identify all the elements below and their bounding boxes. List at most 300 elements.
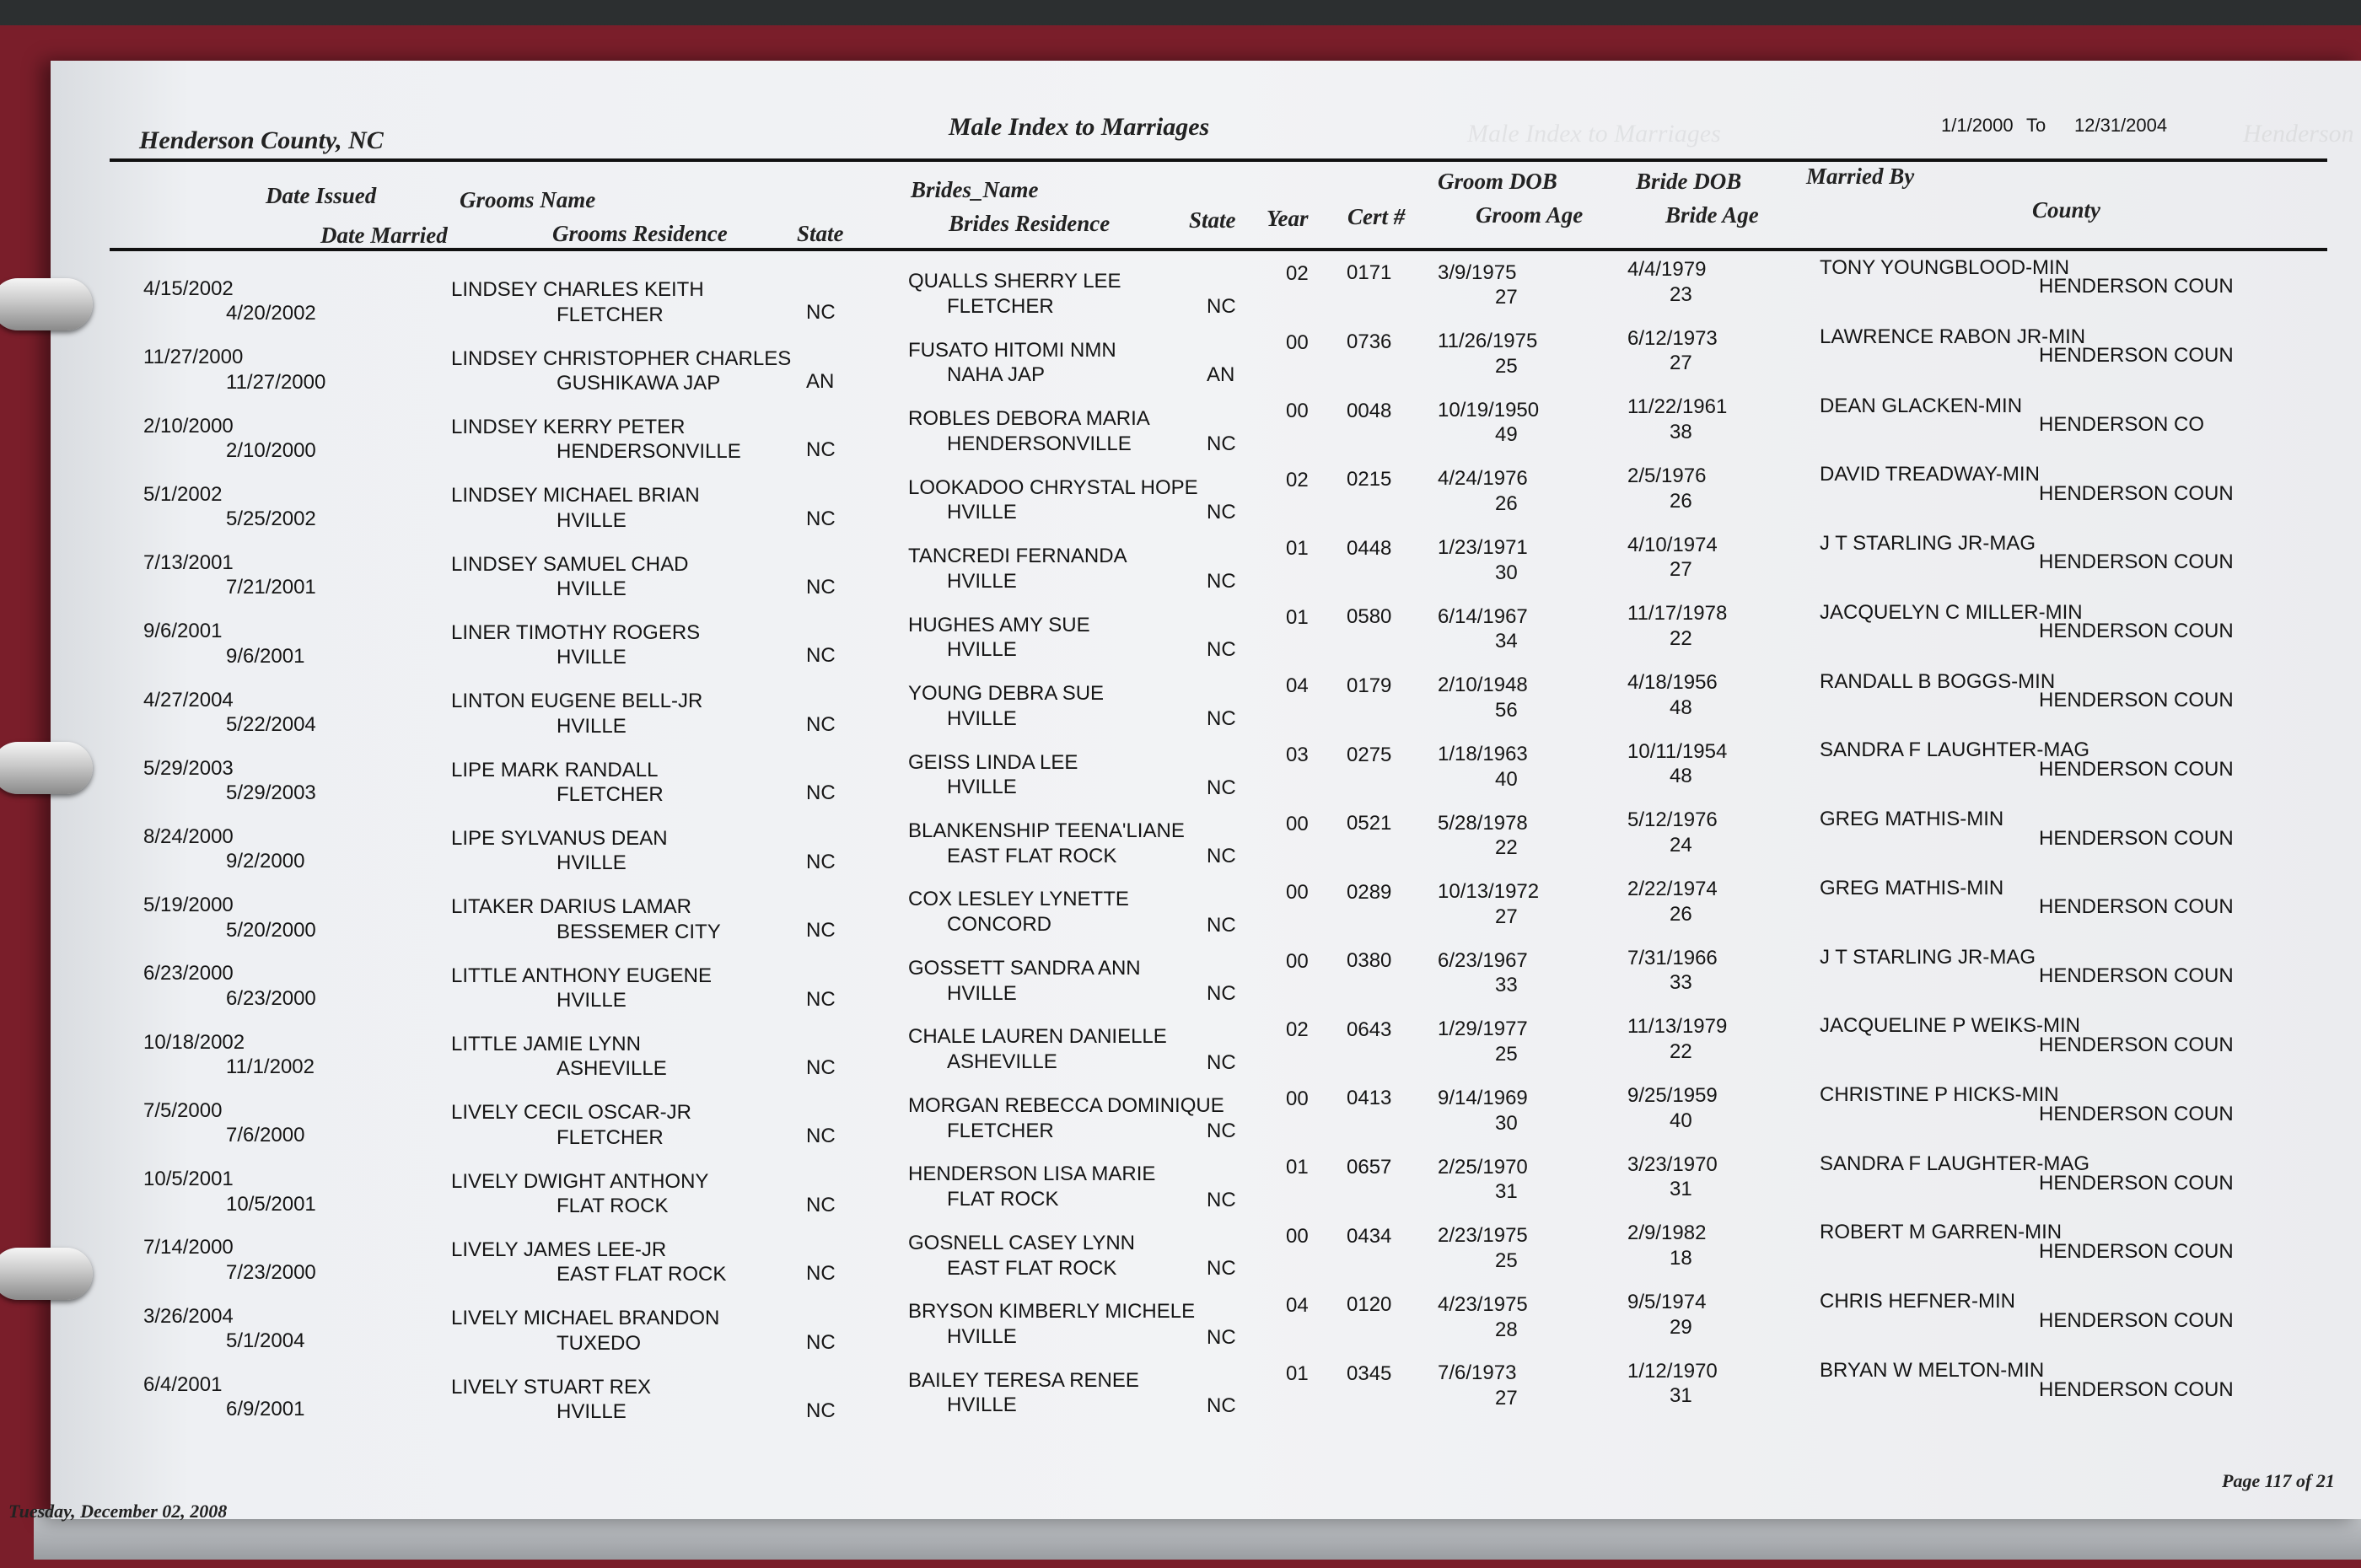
bride-dob: 9/5/1974 (1627, 1290, 1707, 1313)
groom-state: NC (806, 301, 836, 325)
groom-name: LIVELY DWIGHT ANTHONY (451, 1169, 709, 1193)
date-issued: 6/23/2000 (143, 962, 234, 985)
groom-name: LINDSEY SAMUEL CHAD (451, 552, 689, 576)
married-by: JACQUELYN C MILLER-MIN (1820, 600, 2083, 624)
groom-residence: HVILLE (557, 1400, 627, 1424)
bride-name: FUSATO HITOMI NMN (908, 338, 1116, 362)
date-range-to: To (2026, 115, 2046, 136)
county-name: HENDERSON COUN (2039, 275, 2234, 298)
bride-name: HENDERSON LISA MARIE (908, 1163, 1156, 1186)
bride-state: NC (1207, 1394, 1236, 1418)
date-married: 11/27/2000 (226, 370, 326, 394)
county-name: HENDERSON COUN (2039, 826, 2234, 850)
col-bride-age: Bride Age (1665, 202, 1759, 228)
groom-state: NC (806, 987, 836, 1011)
groom-name: LINTON EUGENE BELL-JR (451, 690, 703, 713)
groom-dob: 4/24/1976 (1438, 467, 1528, 491)
bride-state: AN (1207, 363, 1235, 387)
groom-name: LIVELY CECIL OSCAR-JR (451, 1101, 691, 1125)
county-name: HENDERSON COUN (2039, 1309, 2234, 1333)
col-married-by: Married By (1806, 164, 1915, 189)
groom-age: 27 (1495, 286, 1518, 309)
groom-dob: 11/26/1975 (1438, 330, 1538, 353)
date-range-start: 1/1/2000 (1941, 115, 2014, 136)
bride-name: COX LESLEY LYNETTE (908, 888, 1129, 911)
marriage-year: 02 (1286, 262, 1309, 285)
marriage-year: 03 (1286, 743, 1309, 766)
bride-residence: FLETCHER (947, 1119, 1054, 1142)
county-name: HENDERSON COUN (2039, 620, 2234, 643)
date-married: 9/6/2001 (226, 644, 305, 668)
bride-state: NC (1207, 982, 1236, 1006)
groom-residence: BESSEMER CITY (557, 920, 721, 943)
groom-name: LIPE SYLVANUS DEAN (451, 826, 668, 850)
bride-state: NC (1207, 913, 1236, 937)
date-issued: 4/27/2004 (143, 688, 234, 712)
bride-dob: 11/22/1961 (1627, 395, 1728, 419)
groom-age: 27 (1495, 905, 1518, 928)
groom-residence: HVILLE (557, 714, 627, 738)
cert-number: 0120 (1347, 1293, 1392, 1317)
col-groom-age: Groom Age (1476, 202, 1584, 228)
bride-name: QUALLS SHERRY LEE (908, 270, 1121, 293)
marriage-year: 01 (1286, 1362, 1309, 1386)
groom-residence: TUXEDO (557, 1331, 642, 1355)
groom-dob: 6/14/1967 (1438, 604, 1528, 628)
bride-state: NC (1207, 1050, 1236, 1074)
col-date-issued: Date Issued (266, 183, 377, 208)
cert-number: 0048 (1347, 399, 1392, 422)
bride-dob: 4/4/1979 (1627, 257, 1707, 281)
index-page (8, 61, 2361, 1522)
cert-number: 0448 (1347, 536, 1392, 560)
bride-residence: HVILLE (947, 1393, 1017, 1417)
page-number: Page 117 of 21 (2222, 1470, 2335, 1491)
date-issued: 2/10/2000 (143, 414, 234, 438)
groom-age: 40 (1495, 767, 1518, 791)
report-title: Male Index to Marriages (949, 113, 1210, 141)
groom-state: NC (806, 644, 836, 668)
married-by: CHRIS HEFNER-MIN (1820, 1290, 2015, 1313)
bride-residence: ASHEVILLE (947, 1050, 1057, 1074)
bride-residence: HVILLE (947, 501, 1017, 524)
groom-state: NC (806, 919, 836, 942)
groom-name: LIPE MARK RANDALL (451, 758, 659, 781)
date-issued: 7/13/2001 (143, 551, 234, 575)
bride-age: 38 (1670, 420, 1692, 443)
groom-residence: HENDERSONVILLE (557, 440, 741, 464)
date-married: 5/1/2004 (226, 1329, 305, 1353)
bride-residence: HVILLE (947, 638, 1017, 662)
cert-number: 0179 (1347, 674, 1392, 697)
groom-residence: HVILLE (557, 646, 627, 669)
groom-dob: 6/23/1967 (1438, 948, 1528, 972)
date-issued: 8/24/2000 (143, 824, 234, 848)
cert-number: 0736 (1347, 330, 1392, 354)
bride-residence: NAHA JAP (947, 363, 1046, 387)
marriage-year: 04 (1286, 1293, 1309, 1317)
col-brides-name: Brides_Name (911, 177, 1039, 202)
bride-state: NC (1207, 638, 1236, 662)
bride-state: NC (1207, 845, 1236, 868)
date-issued: 7/5/2000 (143, 1098, 223, 1122)
groom-residence: HVILLE (557, 989, 627, 1012)
date-married: 4/20/2002 (226, 302, 316, 325)
binder-ring (0, 1248, 93, 1300)
groom-name: LIVELY MICHAEL BRANDON (451, 1307, 720, 1330)
cert-number: 0345 (1347, 1361, 1392, 1385)
bride-dob: 5/12/1976 (1627, 808, 1718, 832)
date-issued: 5/1/2002 (143, 482, 223, 506)
date-issued: 7/14/2000 (143, 1236, 234, 1259)
county-name: HENDERSON COUN (2039, 757, 2234, 781)
bride-name: ROBLES DEBORA MARIA (908, 407, 1150, 431)
county-name: HENDERSON COUN (2039, 1240, 2234, 1264)
marriage-year: 01 (1286, 1156, 1309, 1179)
date-married: 5/25/2002 (226, 507, 316, 531)
bride-dob: 4/18/1956 (1627, 670, 1718, 694)
bride-residence: EAST FLAT ROCK (947, 844, 1117, 867)
col-groom-dob: Groom DOB (1438, 169, 1557, 194)
bride-age: 22 (1670, 627, 1692, 650)
county-name: HENDERSON COUN (2039, 550, 2234, 574)
bride-age: 22 (1670, 1040, 1692, 1064)
col-date-married: Date Married (320, 223, 448, 248)
groom-state: NC (806, 438, 836, 462)
groom-residence: EAST FLAT ROCK (557, 1263, 727, 1286)
col-grooms-residence: Grooms Residence (552, 221, 728, 246)
groom-state: NC (806, 1330, 836, 1354)
groom-dob: 10/13/1972 (1438, 880, 1540, 904)
binder-ring (0, 742, 93, 794)
groom-age: 26 (1495, 492, 1518, 516)
date-married: 11/1/2002 (226, 1055, 315, 1079)
married-by: GREG MATHIS-MIN (1820, 876, 2004, 899)
date-married: 6/9/2001 (226, 1398, 305, 1421)
married-by: DAVID TREADWAY-MIN (1820, 463, 2040, 486)
bride-name: MORGAN REBECCA DOMINIQUE (908, 1093, 1224, 1117)
married-by: J T STARLING JR-MAG (1820, 532, 2036, 556)
bride-residence: FLETCHER (947, 295, 1054, 319)
bride-dob: 4/10/1974 (1627, 533, 1718, 556)
groom-age: 22 (1495, 836, 1518, 860)
bride-age: 24 (1670, 834, 1692, 857)
bride-name: LOOKADOO CHRYSTAL HOPE (908, 475, 1198, 499)
cert-number: 0413 (1347, 1087, 1392, 1110)
bride-residence: HVILLE (947, 981, 1017, 1005)
groom-residence: FLETCHER (557, 1125, 664, 1149)
bride-residence: HVILLE (947, 569, 1017, 593)
bride-age: 23 (1670, 282, 1692, 306)
bride-name: BAILEY TERESA RENEE (908, 1368, 1139, 1392)
groom-residence: GUSHIKAWA JAP (557, 371, 721, 395)
date-issued: 5/29/2003 (143, 756, 234, 780)
bride-residence: HVILLE (947, 776, 1017, 799)
married-by: RANDALL B BOGGS-MIN (1820, 669, 2056, 693)
groom-age: 34 (1495, 630, 1518, 653)
groom-name: LINDSEY KERRY PETER (451, 416, 686, 439)
married-by: GREG MATHIS-MIN (1820, 808, 2004, 831)
date-issued: 6/4/2001 (143, 1372, 223, 1396)
groom-name: LINER TIMOTHY ROGERS (451, 621, 701, 645)
bride-age: 29 (1670, 1315, 1692, 1339)
groom-state: AN (806, 369, 835, 393)
groom-dob: 10/19/1950 (1438, 398, 1540, 422)
bride-state: NC (1207, 569, 1236, 593)
groom-name: LIVELY STUART REX (451, 1375, 651, 1399)
bride-state: NC (1207, 1120, 1236, 1143)
col-brides-residence: Brides Residence (949, 211, 1111, 236)
bride-state: NC (1207, 294, 1236, 318)
groom-name: LITTLE ANTHONY EUGENE (451, 964, 712, 987)
bride-name: TANCREDI FERNANDA (908, 545, 1127, 568)
cert-number: 0289 (1347, 880, 1392, 904)
bride-age: 26 (1670, 489, 1692, 513)
groom-age: 33 (1495, 974, 1518, 997)
bride-name: GEISS LINDA LEE (908, 750, 1078, 774)
bride-dob: 2/5/1976 (1627, 464, 1707, 487)
groom-age: 25 (1495, 354, 1518, 378)
groom-dob: 3/9/1975 (1438, 260, 1517, 284)
groom-age: 25 (1495, 1043, 1518, 1066)
date-married: 2/10/2000 (226, 438, 316, 462)
print-date: Tuesday, December 02, 2008 (8, 1501, 228, 1522)
groom-residence: HVILLE (557, 508, 627, 532)
bride-age: 31 (1670, 1178, 1692, 1201)
bride-dob: 2/9/1982 (1627, 1222, 1707, 1245)
county-name: HENDERSON COUN (2039, 895, 2234, 919)
cert-number: 0380 (1347, 949, 1392, 973)
groom-state: NC (806, 1399, 836, 1423)
col-groom-state: State (797, 221, 844, 246)
groom-state: NC (806, 1262, 836, 1286)
county-name: HENDERSON COUN (2039, 1377, 2234, 1401)
bride-residence: HVILLE (947, 1325, 1017, 1348)
bride-age: 48 (1670, 765, 1692, 788)
bride-name: GOSNELL CASEY LYNN (908, 1231, 1135, 1254)
groom-name: LINDSEY CHRISTOPHER CHARLES (451, 346, 792, 370)
header-rule-top (110, 158, 2327, 162)
groom-dob: 7/6/1973 (1438, 1361, 1517, 1385)
groom-age: 27 (1495, 1387, 1518, 1410)
bride-state: NC (1207, 1257, 1236, 1281)
county-name: HENDERSON COUN (2039, 964, 2234, 988)
groom-name: LINDSEY CHARLES KEITH (451, 278, 704, 302)
date-issued: 5/19/2000 (143, 894, 234, 917)
married-by: J T STARLING JR-MAG (1820, 945, 2036, 969)
groom-age: 30 (1495, 561, 1518, 584)
county-name: HENDERSON COUN (2039, 344, 2234, 368)
groom-age: 31 (1495, 1180, 1518, 1204)
groom-dob: 1/29/1977 (1438, 1018, 1528, 1041)
groom-name: LITTLE JAMIE LYNN (451, 1032, 641, 1055)
married-by: LAWRENCE RABON JR-MIN (1820, 325, 2086, 348)
date-married: 5/20/2000 (226, 918, 316, 942)
groom-age: 28 (1495, 1318, 1518, 1341)
marriage-year: 01 (1286, 605, 1309, 629)
groom-name: LIVELY JAMES LEE-JR (451, 1238, 667, 1261)
groom-age: 49 (1495, 423, 1518, 447)
bride-name: GOSSETT SANDRA ANN (908, 956, 1141, 980)
bride-age: 33 (1670, 971, 1692, 995)
groom-age: 56 (1495, 698, 1518, 722)
groom-dob: 1/23/1971 (1438, 536, 1528, 560)
marriage-year: 00 (1286, 400, 1309, 423)
groom-residence: HVILLE (557, 851, 627, 875)
county-name: HENDERSON CO (2039, 412, 2205, 436)
bride-dob: 6/12/1973 (1627, 326, 1718, 350)
marriage-year: 00 (1286, 1087, 1309, 1110)
married-by: SANDRA F LAUGHTER-MAG (1820, 1152, 2090, 1175)
date-married: 7/23/2000 (226, 1260, 316, 1284)
marriage-year: 00 (1286, 881, 1309, 905)
date-married: 7/6/2000 (226, 1124, 305, 1147)
col-grooms-name: Grooms Name (460, 187, 596, 212)
married-by: TONY YOUNGBLOOD-MIN (1820, 256, 2070, 280)
groom-dob: 9/14/1969 (1438, 1086, 1528, 1109)
groom-age: 30 (1495, 1111, 1518, 1135)
date-issued: 10/18/2002 (143, 1030, 245, 1054)
bride-name: BRYSON KIMBERLY MICHELE (908, 1300, 1196, 1324)
binder-ring (0, 278, 93, 330)
bride-name: BLANKENSHIP TEENA'LIANE (908, 819, 1185, 842)
married-by: ROBERT M GARREN-MIN (1820, 1221, 2063, 1244)
col-cert: Cert # (1347, 204, 1406, 229)
bride-residence: HENDERSONVILLE (947, 432, 1132, 455)
bride-state: NC (1207, 1188, 1236, 1211)
marriage-year: 00 (1286, 330, 1309, 354)
married-by: BRYAN W MELTON-MIN (1820, 1358, 2045, 1382)
county-name: HENDERSON COUN (2039, 1171, 2234, 1195)
groom-dob: 4/23/1975 (1438, 1292, 1528, 1316)
groom-residence: HVILLE (557, 577, 627, 600)
bride-age: 31 (1670, 1384, 1692, 1408)
groom-state: NC (806, 507, 836, 530)
bride-state: NC (1207, 1325, 1236, 1349)
county-name: HENDERSON COUN (2039, 481, 2234, 505)
bride-dob: 10/11/1954 (1627, 739, 1728, 763)
marriage-year: 00 (1286, 1224, 1309, 1248)
groom-state: NC (806, 1125, 836, 1148)
groom-state: NC (806, 1055, 836, 1079)
bride-name: CHALE LAUREN DANIELLE (908, 1025, 1167, 1049)
groom-residence: FLETCHER (557, 782, 664, 806)
bride-dob: 7/31/1966 (1627, 946, 1718, 969)
married-by: DEAN GLACKEN-MIN (1820, 394, 2023, 417)
marriage-year: 02 (1286, 1018, 1309, 1042)
groom-dob: 1/18/1963 (1438, 742, 1528, 765)
cert-number: 0434 (1347, 1224, 1392, 1248)
date-married: 5/22/2004 (226, 712, 316, 736)
cert-number: 0643 (1347, 1018, 1392, 1041)
date-range-end: 12/31/2004 (2074, 115, 2168, 136)
date-issued: 4/15/2002 (143, 277, 234, 301)
cert-number: 0521 (1347, 812, 1392, 835)
bride-dob: 9/25/1959 (1627, 1083, 1718, 1107)
marriage-year: 00 (1286, 949, 1309, 973)
date-issued: 11/27/2000 (143, 346, 244, 369)
marriage-year: 02 (1286, 468, 1309, 491)
groom-dob: 2/23/1975 (1438, 1224, 1528, 1248)
bride-age: 27 (1670, 558, 1692, 582)
bride-age: 48 (1670, 695, 1692, 719)
groom-name: LITAKER DARIUS LAMAR (451, 895, 691, 919)
groom-dob: 5/28/1978 (1438, 811, 1528, 835)
marriage-year: 00 (1286, 812, 1309, 835)
bride-state: NC (1207, 432, 1236, 455)
col-bride-state: State (1189, 207, 1236, 233)
date-issued: 9/6/2001 (143, 620, 223, 643)
bride-dob: 3/23/1970 (1627, 1152, 1718, 1176)
bride-age: 26 (1670, 902, 1692, 926)
groom-residence: ASHEVILLE (557, 1057, 667, 1081)
cert-number: 0657 (1347, 1156, 1392, 1179)
date-issued: 3/26/2004 (143, 1304, 234, 1328)
groom-state: NC (806, 850, 836, 873)
county-name: HENDERSON COUN (2039, 1033, 2234, 1056)
groom-state: NC (806, 575, 836, 599)
groom-residence: FLETCHER (557, 303, 664, 326)
bride-state: NC (1207, 501, 1236, 524)
bride-dob: 11/13/1979 (1627, 1015, 1728, 1039)
married-by: SANDRA F LAUGHTER-MAG (1820, 738, 2090, 762)
county-title: Henderson County, NC (139, 126, 384, 154)
date-married: 10/5/2001 (226, 1192, 316, 1216)
groom-state: NC (806, 1193, 836, 1216)
married-by: CHRISTINE P HICKS-MIN (1820, 1082, 2059, 1106)
date-married: 6/23/2000 (226, 986, 316, 1010)
bride-dob: 1/12/1970 (1627, 1359, 1718, 1383)
bride-dob: 2/22/1974 (1627, 877, 1718, 900)
bride-residence: CONCORD (947, 913, 1051, 937)
bride-name: HUGHES AMY SUE (908, 613, 1090, 636)
bride-state: NC (1207, 706, 1236, 730)
bride-age: 18 (1670, 1247, 1692, 1270)
cert-number: 0215 (1347, 468, 1392, 491)
bride-age: 27 (1670, 352, 1692, 375)
bride-state: NC (1207, 776, 1236, 799)
cert-number: 0580 (1347, 605, 1392, 629)
header-rule-bottom (110, 248, 2327, 251)
cert-number: 0275 (1347, 743, 1392, 766)
bride-age: 40 (1670, 1109, 1692, 1132)
date-married: 7/21/2001 (226, 576, 316, 599)
county-name: HENDERSON COUN (2039, 689, 2234, 712)
date-married: 5/29/2003 (226, 781, 316, 805)
groom-state: NC (806, 781, 836, 805)
marriage-year: 04 (1286, 674, 1309, 698)
groom-dob: 2/25/1970 (1438, 1155, 1528, 1179)
col-bride-dob: Bride DOB (1636, 169, 1742, 194)
married-by: JACQUELINE P WEIKS-MIN (1820, 1014, 2080, 1038)
bleed-through-text: Male Index to Marriages (1467, 120, 1721, 148)
marriage-year: 01 (1286, 537, 1309, 561)
groom-name: LINDSEY MICHAEL BRIAN (451, 484, 700, 507)
bride-name: YOUNG DEBRA SUE (908, 682, 1105, 706)
date-issued: 10/5/2001 (143, 1168, 234, 1191)
groom-dob: 2/10/1948 (1438, 674, 1528, 697)
col-county: County (2032, 197, 2101, 223)
groom-residence: FLAT ROCK (557, 1195, 669, 1218)
groom-age: 25 (1495, 1248, 1518, 1272)
col-year: Year (1267, 206, 1309, 231)
bleed-through-text: Henderson (2243, 120, 2354, 148)
bride-dob: 11/17/1978 (1627, 602, 1728, 626)
bride-residence: HVILLE (947, 706, 1017, 730)
county-name: HENDERSON COUN (2039, 1102, 2234, 1125)
date-married: 9/2/2000 (226, 850, 305, 873)
cert-number: 0171 (1347, 261, 1392, 285)
